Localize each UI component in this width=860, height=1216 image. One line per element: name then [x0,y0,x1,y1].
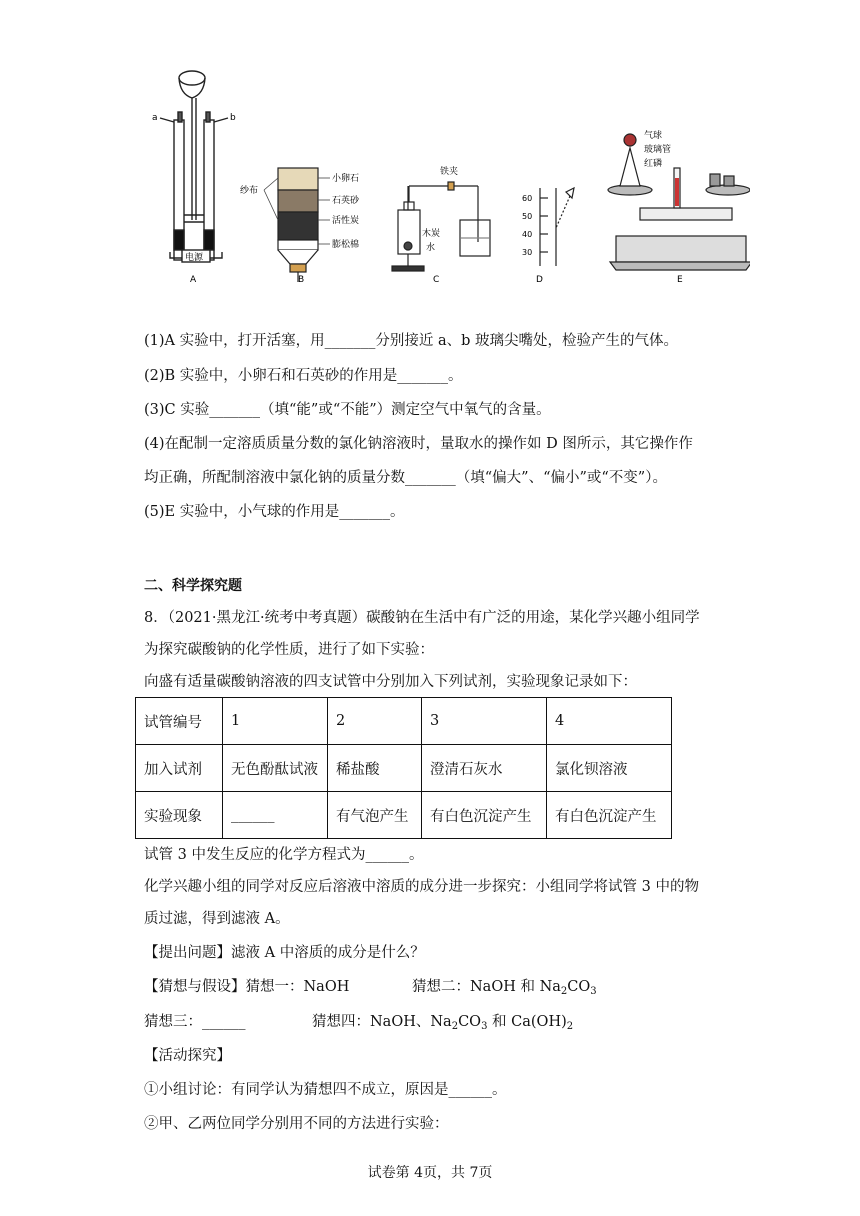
e-label-red-phosphorus: 红磷 [644,159,663,169]
subscript: 2 [451,1021,459,1032]
figure-a-electrolysis [160,71,228,262]
table-cell: 稀盐酸 [328,745,422,792]
intro-line-1: 8．（2021·黑龙江·统考中考真题）碳酸钠在生活中有广泛的用途，某化学兴趣小组同学 [144,610,700,626]
hypothesis-4-text: 猜想四：NaOH、Na [312,1014,452,1030]
table-cell: 澄清石灰水 [422,745,547,792]
figure-c-combustion [392,182,490,271]
figure-svg [130,60,750,290]
question-1: (1)A 实验中，打开活塞，用_______分别接近 a、b 玻璃尖嘴处，检验产生的气体。 [144,333,679,349]
caption-a: A [190,275,197,285]
subscript: 2 [560,986,568,997]
caption-d: D [536,275,543,285]
hypothesis-2-text: 猜想二：NaOH 和 Na [412,979,561,995]
hypothesis-4-text: CO [458,1014,482,1030]
label-power: 电源 [185,253,204,263]
table-row [136,745,672,792]
equation-prompt: 试管 3 中发生反应的化学方程式为______。 [144,847,424,863]
table-row [136,698,672,745]
table-cell: 2 [328,698,422,745]
hypothesis-1: 【猜想与假设】猜想一：NaOH [144,979,350,995]
e-label-glass-tube: 玻璃管 [644,145,672,155]
question-3: (3)C 实验_______（填“能”或“不能”）测定空气中氧气的含量。 [144,402,551,418]
table-cell: 有白色沉淀产生 [547,792,672,839]
activity-heading: 【活动探究】 [144,1048,231,1064]
activity-line-2: ②甲、乙两位同学分别用不同的方法进行实验： [144,1116,449,1132]
b-label-carbon: 活性炭 [332,216,360,226]
question-2: (2)B 实验中，小卵石和石英砂的作用是_______。 [144,368,463,384]
d-tick-60: 60 [522,194,533,203]
question-4-line-2: 均正确，所配制溶液中氯化钠的质量分数_______（填“偏大”、“偏小”或“不变”）。 [144,470,667,486]
explore-line-1: 化学兴趣小组的同学对反应后溶液中溶质的成分进一步探究：小组同学将试管 3 中的物 [144,879,699,895]
intro-line-3: 向盛有适量碳酸钠溶液的四支试管中分别加入下列试剂，实验现象记录如下： [144,674,637,690]
caption-c: C [433,275,440,285]
table-row [136,792,672,839]
section-title: 二、科学探究题 [144,578,242,594]
caption-e: E [677,275,683,285]
d-tick-50: 50 [522,212,533,221]
table-cell: 3 [422,698,547,745]
table-cell: 无色酚酞试液 [223,745,328,792]
table-cell: 4 [547,698,672,745]
c-label-clamp: 铁夹 [440,167,459,177]
b-label-quartz: 石英砂 [332,196,360,206]
hypothesis-4-text: 和 Ca(OH) [487,1014,567,1030]
c-label-charcoal: 木炭 [422,229,441,239]
figure-b-filter [278,168,318,282]
hypothesis-2 [412,977,597,1002]
e-label-balloon: 气球 [644,131,663,141]
activity-line-1: ①小组讨论：有同学认为猜想四不成立，原因是______。 [144,1082,507,1098]
question-5: (5)E 实验中，小气球的作用是_______。 [144,504,405,520]
table-cell: 有白色沉淀产生 [422,792,547,839]
hypothesis-4 [312,1012,573,1037]
table-cell: 氯化钡溶液 [547,745,672,792]
d-tick-30: 30 [522,248,533,257]
hypothesis-3: 猜想三：______ [144,1014,246,1030]
page-footer: 试卷第 4页，共 7页 [367,1165,493,1181]
subscript: 3 [481,1021,488,1032]
subscript: 2 [566,1021,574,1032]
c-label-water: 水 [426,243,436,253]
table-cell: 试管编号 [136,698,223,745]
figure-e-balance [608,134,750,270]
figure-d-cylinder [540,188,574,266]
label-b: b [230,113,236,123]
b-label-gauze: 纱布 [240,186,259,196]
table-cell: 1 [223,698,328,745]
experiment-figures [130,60,750,290]
question-heading: 【提出问题】滤液 A 中溶质的成分是什么？ [144,945,425,961]
b-label-pebbles: 小卵石 [332,174,360,184]
table-cell: 有气泡产生 [328,792,422,839]
d-tick-40: 40 [522,230,533,239]
table-cell: ______ [223,792,328,839]
caption-b: B [298,275,305,285]
intro-line-2: 为探究碳酸钠的化学性质，进行了如下实验： [144,642,434,658]
label-a: a [152,113,158,123]
table-cell: 实验现象 [136,792,223,839]
hypothesis-2-text: CO [567,979,591,995]
question-4-line-1: (4)在配制一定溶质质量分数的氯化钠溶液时，量取水的操作如 D 图所示，其它操作作 [144,436,693,452]
subscript: 3 [590,986,597,997]
b-label-cotton: 膨松棉 [332,240,360,250]
table-cell: 加入试剂 [136,745,223,792]
experiment-table [135,697,672,839]
explore-line-2: 质过滤，得到滤液 A。 [144,911,290,927]
